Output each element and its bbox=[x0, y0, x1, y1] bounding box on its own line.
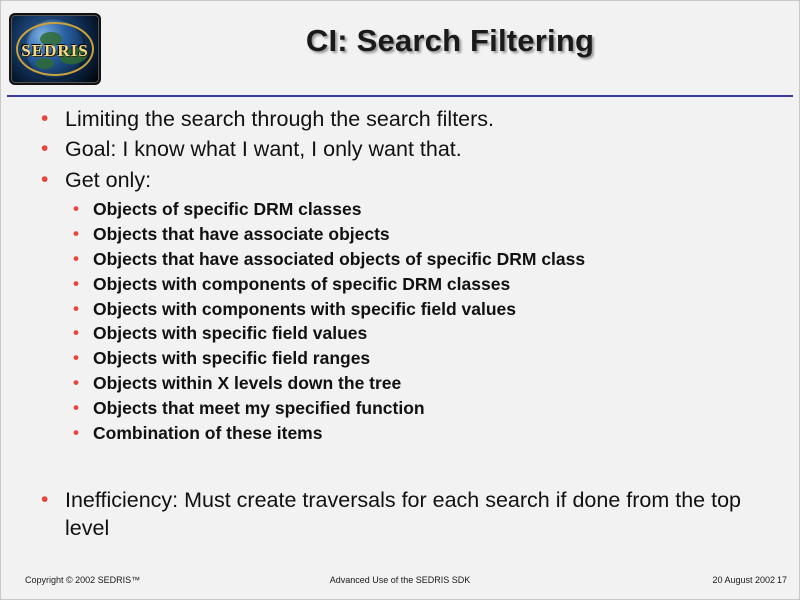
bullet-marker: • bbox=[73, 348, 79, 368]
bullet-list bbox=[23, 105, 781, 542]
footer-page-number: 17 bbox=[776, 575, 787, 585]
sub-list-item-label: Objects that meet my specified function bbox=[93, 397, 425, 418]
list-item bbox=[23, 105, 781, 133]
sub-bullet-list bbox=[65, 197, 781, 445]
list-item bbox=[23, 486, 781, 543]
bullet-marker: • bbox=[41, 107, 49, 130]
logo-brand-text: SEDRIS bbox=[21, 41, 89, 60]
footer-copyright: Copyright © 2002 SEDRIS™ bbox=[25, 575, 141, 585]
title-divider bbox=[7, 95, 793, 97]
footer-date: 20 August 2002 bbox=[712, 575, 775, 585]
list-item bbox=[65, 396, 781, 421]
bullet-marker: • bbox=[73, 373, 79, 393]
sedris-globe-logo-icon bbox=[9, 13, 101, 85]
list-item bbox=[65, 421, 781, 446]
slide-content bbox=[1, 101, 799, 559]
bullet-marker: • bbox=[73, 323, 79, 343]
list-item-label: Get only: bbox=[65, 167, 152, 192]
sub-list-item-label: Objects with components with specific field values bbox=[93, 298, 517, 319]
list-item bbox=[23, 135, 781, 163]
list-item bbox=[65, 272, 781, 297]
list-item bbox=[65, 197, 781, 222]
sub-list-item-label: Combination of these items bbox=[93, 422, 323, 443]
bullet-marker: • bbox=[73, 422, 79, 442]
bullet-marker: • bbox=[41, 137, 49, 161]
slide-footer bbox=[1, 575, 799, 591]
sub-list-item-label: Objects within X levels down the tree bbox=[93, 373, 402, 394]
sub-list-item-label: Objects that have associated objects of specific DRM class bbox=[93, 248, 586, 269]
list-item bbox=[23, 166, 781, 446]
bullet-marker: • bbox=[73, 199, 79, 219]
sub-list-item-label: Objects with components of specific DRM classes bbox=[93, 273, 511, 294]
list-item bbox=[65, 297, 781, 322]
list-item bbox=[65, 346, 781, 371]
list-item bbox=[65, 321, 781, 346]
sub-list-item-label: Objects that have associate objects bbox=[93, 223, 390, 244]
sub-list-item-label: Objects with specific field values bbox=[93, 323, 368, 344]
bullet-marker: • bbox=[73, 273, 79, 293]
bullet-marker: • bbox=[73, 298, 79, 318]
bullet-marker: • bbox=[41, 487, 49, 511]
list-item bbox=[65, 247, 781, 272]
list-item bbox=[65, 222, 781, 247]
list-spacer bbox=[23, 448, 781, 476]
sub-list-item-label: Objects of specific DRM classes bbox=[93, 199, 362, 220]
list-item-label: Goal: I know what I want, I only want that. bbox=[65, 137, 462, 162]
list-item-label: Inefficiency: Must create traversals for each search if done from the top level bbox=[65, 487, 741, 540]
footer-center-text: Advanced Use of the SEDRIS SDK bbox=[329, 575, 471, 585]
list-item bbox=[65, 371, 781, 396]
bullet-marker: • bbox=[73, 223, 79, 243]
list-item-label: Limiting the search through the search filters. bbox=[65, 107, 495, 131]
bullet-marker: • bbox=[73, 248, 79, 268]
page-title: CI: Search Filtering bbox=[305, 23, 595, 58]
bullet-marker: • bbox=[73, 397, 79, 417]
bullet-marker: • bbox=[41, 167, 49, 191]
sub-list-item-label: Objects with specific field ranges bbox=[93, 348, 371, 369]
slide-header bbox=[1, 1, 799, 93]
